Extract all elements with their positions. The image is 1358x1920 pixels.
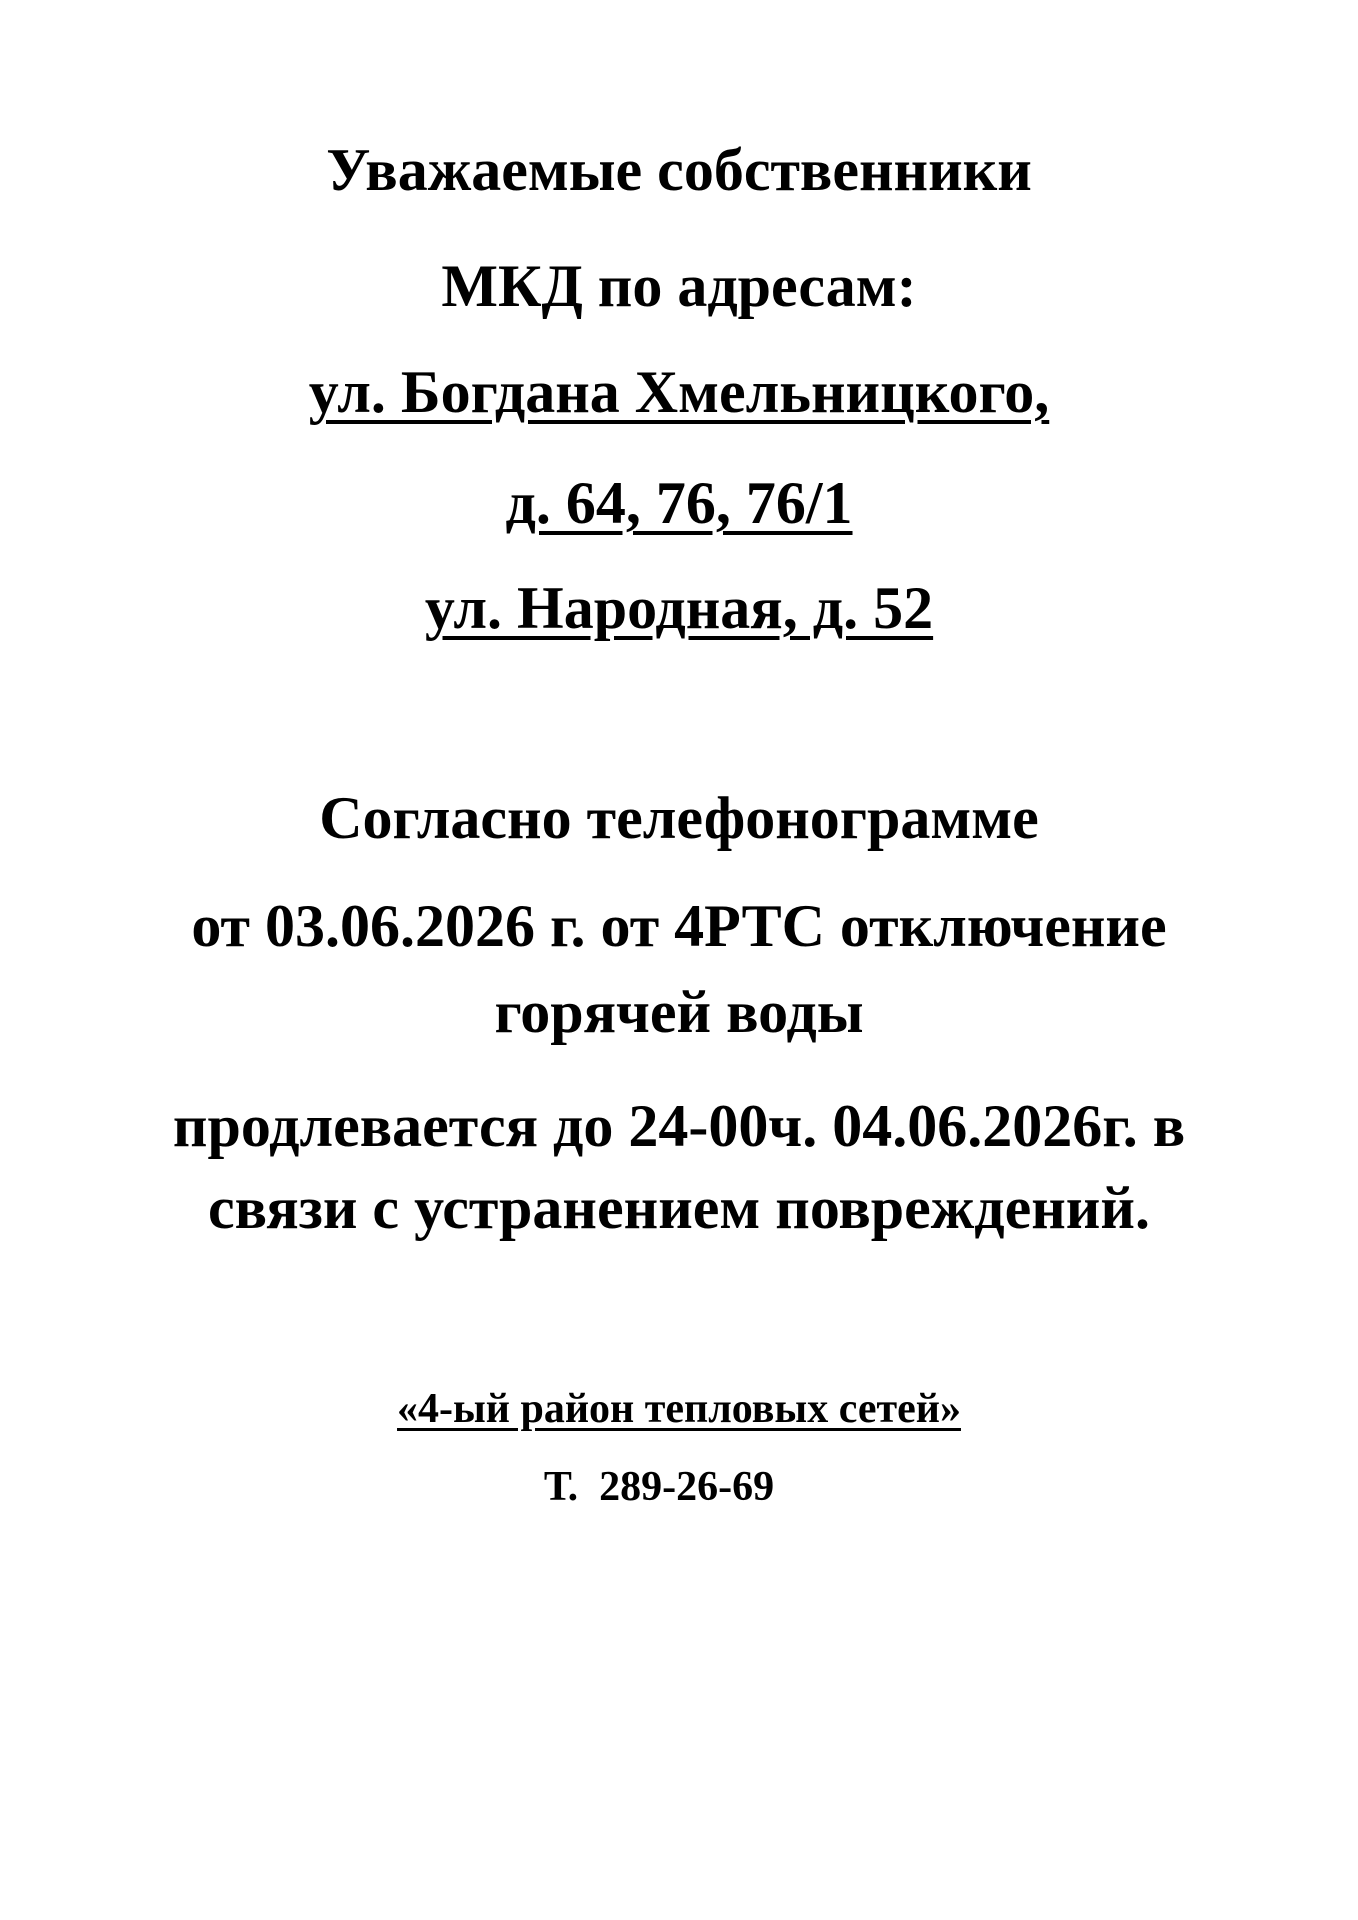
phone-number: Т. 289-26-69 — [543, 1464, 775, 1510]
body-line-5: связи с устранением повреждений. — [208, 1175, 1150, 1241]
body-line-1: Согласно телефонограмме — [319, 785, 1039, 851]
address-line-2: д. 64, 76, 76/1 — [505, 470, 853, 536]
organization-name: «4-ый район тепловых сетей» — [397, 1386, 961, 1432]
greeting-line-2: МКД по адресам: — [441, 253, 917, 319]
address-line-3: ул. Народная, д. 52 — [424, 575, 934, 641]
greeting-line-1: Уважаемые собственники — [326, 137, 1032, 203]
address-line-1: ул. Богдана Хмельницкого, — [308, 359, 1050, 425]
body-line-4: продлевается до 24-00ч. 04.06.2026г. в — [172, 1093, 1186, 1159]
body-line-2: от 03.06.2026 г. от 4РТС отключение — [191, 893, 1167, 959]
body-line-3: горячей воды — [494, 979, 864, 1045]
